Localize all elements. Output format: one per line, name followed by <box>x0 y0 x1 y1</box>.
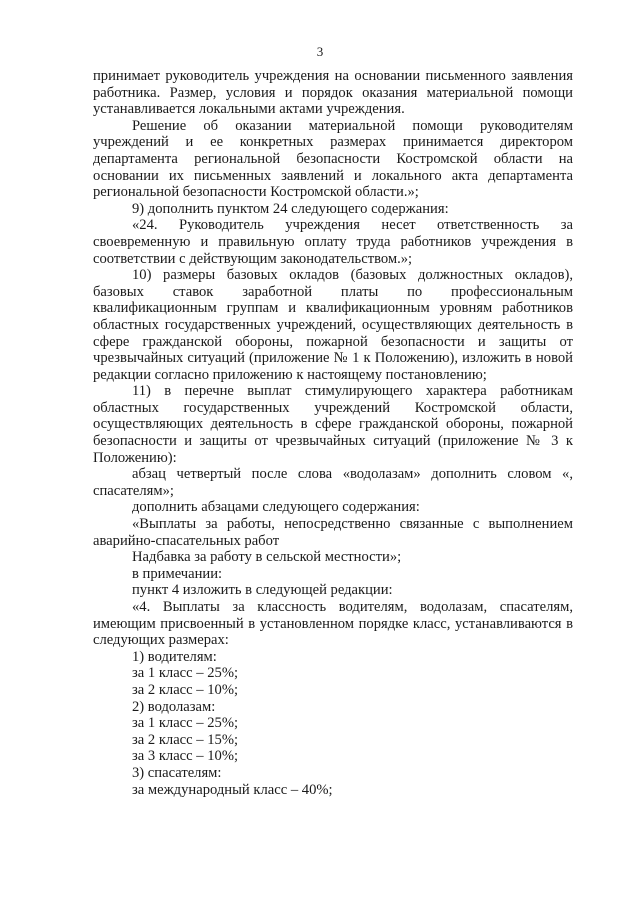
paragraph: принимает руководитель учреждения на основании письменного заявления работника. Размер, условия и порядок оказания материальной помощи устанавливается локальными актами учреждения. <box>93 68 573 118</box>
paragraph: «4. Выплаты за классность водителям, водолазам, спасателям, имеющим присвоенный в установленном порядке класс, устанавливаются в следующих размерах: <box>93 599 573 649</box>
list-item: за 2 класс – 15%; <box>132 731 239 748</box>
paragraph: 10) размеры базовых окладов (базовых должностных окладов), базовых ставок заработной платы по профессиональным квалификационным группам и квалификационным уровням работников областных государственных учреждений, осуществляющих деятельность в сфере гражданской обороны, пожарной безопасности и защиты от чрезвычайных ситуаций (приложение № 1 к Положению), изложить в новой редакции согласно приложению к настоящему постановлению; <box>93 267 573 383</box>
paragraph: Надбавка за работу в сельской местности»; <box>132 549 402 566</box>
paragraph: «24. Руководитель учреждения несет ответственность за своевременную и правильную оплату труда работников учреждения в соответствии с действующим законодательством.»; <box>93 217 573 267</box>
list-item: 1) водителям: <box>132 648 217 665</box>
paragraph: абзац четвертый после слова «водолазам» дополнить словом «, спасателям»; <box>93 466 573 499</box>
list-item: 3) спасателям: <box>132 764 222 781</box>
paragraph: Решение об оказании материальной помощи руководителям учреждений и ее конкретных размерах принимается директором департамента региональной безопасности Костромской области на основании их письменных заявлений и локального акта департамента региональной безопасности Костромской области.»; <box>93 117 573 201</box>
list-item: за 1 класс – 25%; <box>132 715 239 732</box>
document-body <box>93 68 573 798</box>
paragraph: 11) в перечне выплат стимулирующего характера работникам областных государственных учреждений Костромской области, осуществляющих деятельность в сфере гражданской обороны, пожарной безопасности и защиты от чрезвычайных ситуаций (приложение № 3 к Положению): <box>93 383 573 466</box>
paragraph: 9) дополнить пунктом 24 следующего содержания: <box>132 200 449 217</box>
list-item: за 3 класс – 10%; <box>132 748 239 765</box>
paragraph: «Выплаты за работы, непосредственно связанные с выполнением аварийно-спасательных работ <box>93 516 573 549</box>
paragraph: в примечании: <box>132 565 223 582</box>
page-number: 3 <box>316 44 324 59</box>
list-item: 2) водолазам: <box>132 698 216 715</box>
list-item: за 2 класс – 10%; <box>132 681 239 698</box>
paragraph: пункт 4 изложить в следующей редакции: <box>132 582 393 599</box>
paragraph: дополнить абзацами следующего содержания: <box>132 499 420 516</box>
list-item: за 1 класс – 25%; <box>132 665 239 682</box>
list-item: за международный класс – 40%; <box>132 781 333 798</box>
